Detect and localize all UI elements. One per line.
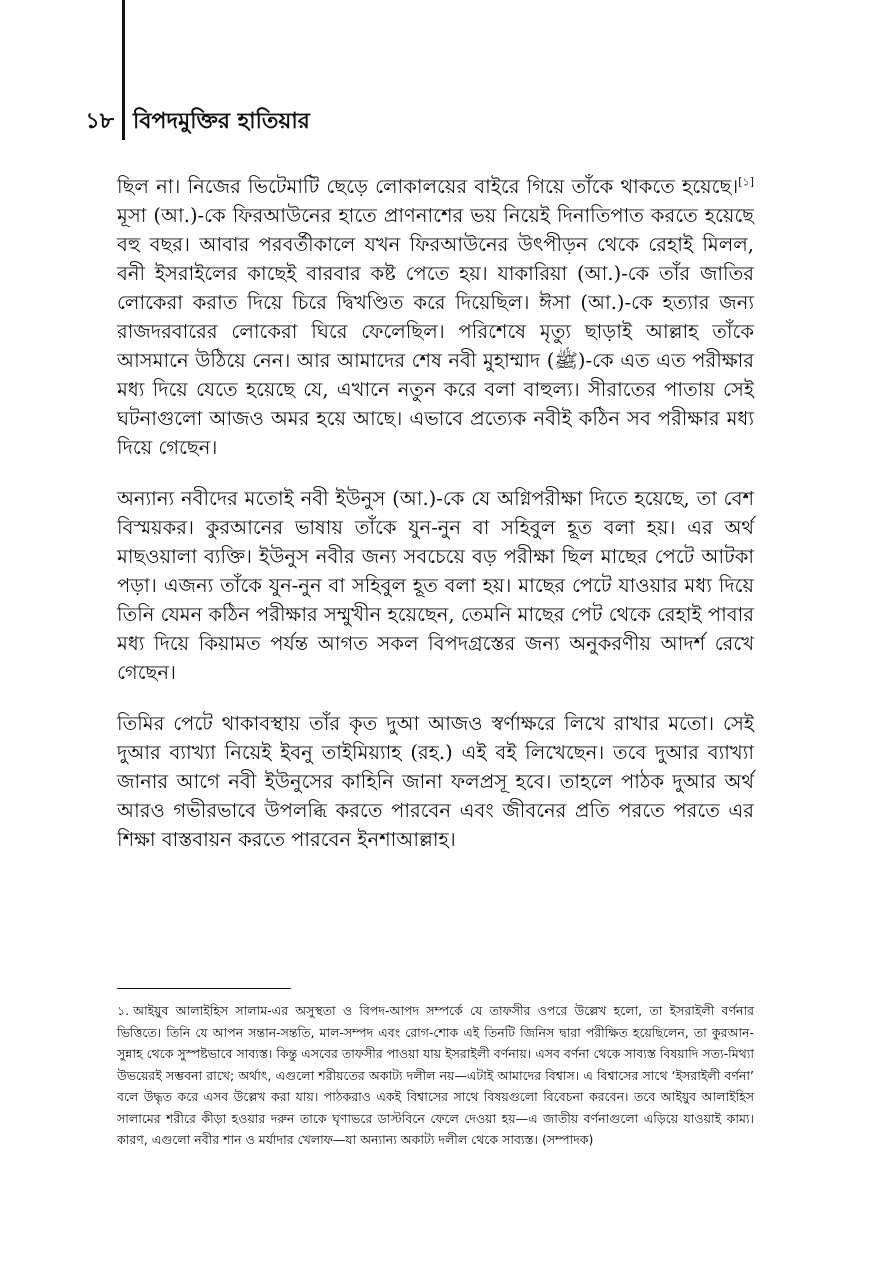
running-title: বিপদমুক্তির হাতিয়ার xyxy=(133,109,310,134)
footnote-reference[interactable]: [১] xyxy=(738,175,754,189)
body-text xyxy=(117,172,754,876)
paragraph-3: তিমির পেটে থাকাবস্থায় তাঁর কৃত দুআ আজও স্বর্ণাক্ষরে লিখে রাখার মতো। সেই দুআর ব্যাখ্যা নিয়েই ইবনু তাইমিয়্যাহ (রহ.) এই বই লিখেছেন। তবে দুআর ব্যাখ্যা জানার আগে নবী ইউনুসের কাহিনি জানা ফলপ্রসূ হবে। তাহলে পাঠক দুআর অর্থ আরও গভীরভাবে উপলব্ধি করতে পারবেন এবং জীবনের প্রতি পরতে পরতে এর শিক্ষা বাস্তবায়ন করতে পারবেন ইনশাআল্লাহ। xyxy=(117,712,754,851)
paragraph-1 xyxy=(117,172,754,462)
paragraph-1-text: ছিল না। নিজের ভিটেমাটি ছেড়ে লোকালয়ের বাইরে গিয়ে তাঁকে থাকতে হয়েছে। xyxy=(117,175,739,198)
paragraph-1-text-continued: মূসা (আ.)-কে ফিরআউনের হাতে প্রাণনাশের ভয় নিয়েই দিনাতিপাত করতে হয়েছে বহু বছর। আবার পরবর্তীকালে যখন ফিরআউনের উৎপীড়ন থেকে রেহাই মিলল, বনী ইসরাইলের কাছেই বারবার কষ্ট পেতে হয়। যাকারিয়া (আ.)-কে তাঁর জাতির লোকেরা করাত দিয়ে চিরে দ্বিখণ্ডিত করে দিয়েছিল। ঈসা (আ.)-কে হত্যার জন্য রাজদরবারের লোকেরা ঘিরে ফেলেছিল। পরিশেষে মৃত্যু ছাড়াই আল্লাহ তাঁকে আসমানে উঠিয়ে নেন। আর আমাদের শেষ নবী মুহাম্মাদ (ﷺ)-কে এত এত পরীক্ষার মধ্য দিয়ে যেতে হয়েছে যে, এখানে নতুন করে বলা বাহুল্য। সীরাতের পাতায় সেই ঘটনাগুলো আজও অমর হয়ে আছে। এভাবে প্রত্যেক নবীই কঠিন সব পরীক্ষার মধ্য দিয়ে গেছেন। xyxy=(117,204,755,459)
footnote-marker: ১. xyxy=(117,1003,130,1018)
page-number: ১৮ xyxy=(85,109,114,134)
header-vertical-rule xyxy=(122,0,125,140)
paragraph-2: অন্যান্য নবীদের মতোই নবী ইউনুস (আ.)-কে যে অগ্নিপরীক্ষা দিতে হয়েছে, তা বেশ বিস্ময়কর। কুরআনের ভাষায় তাঁকে যুন-নুন বা সহিবুল হূত বলা হয়। এর অর্থ মাছওয়ালা ব্যক্তি। ইউনুস নবীর জন্য সবচেয়ে বড় পরীক্ষা ছিল মাছের পেটে আটকা পড়া। এজন্য তাঁকে যুন-নুন বা সহিবুল হূত বলা হয়। মাছের পেটে যাওয়ার মধ্য দিয়ে তিনি যেমন কঠিন পরীক্ষার সম্মুখীন হয়েছেন, তেমনি মাছের পেট থেকে রেহাই পাবার মধ্য দিয়ে কিয়ামত পর্যন্ত আগত সকল বিপদগ্রস্তের জন্য অনুকরণীয় আদর্শ রেখে গেছেন। xyxy=(117,487,754,684)
footnote-separator xyxy=(117,988,291,989)
footnote-text: আইয়ুব আলাইহিস সালাম-এর অসুস্থতা ও বিপদ-আপদ সম্পর্কে যে তাফসীর ওপরে উল্লেখ হলো, তা ইসরাইলী বর্ণনার ভিত্তিতে। তিনি যে আপন সন্তান-সন্ততি, মাল-সম্পদ এবং রোগ-শোক এই তিনটি জিনিস দ্বারা পরীক্ষিত হয়েছিলেন, তা কুরআন-সুন্নাহ থেকে সুস্পষ্টভাবে সাব্যস্ত। কিন্তু এসবের তাফসীর পাওয়া যায় ইসরাইলী বর্ণনায়। এসব বর্ণনা থেকে সাব্যস্ত বিষয়াদি সত্য-মিথ্যা উভয়েরই সম্ভবনা রাখে; অর্থাৎ, এগুলো শরীয়তের অকাট্য দলীল নয়—এটাই আমাদের বিশ্বাস। এ বিশ্বাসের সাথে ‘ইসরাইলী বর্ণনা’ বলে উদ্ধৃত করে এসব উল্লেখ করা যায়। পাঠকরাও একই বিশ্বাসের সাথে বিষয়গুলো বিবেচনা করবেন। তবে আইয়ুব আলাইহিস সালামের শরীরে কীড়া হওয়ার দরুন তাকে ঘৃণাভরে ডাস্টবিনে ফেলে দেওয়া হয়—এ জাতীয় বর্ণনাগুলো এড়িয়ে যাওয়াই কাম্য। কারণ, এগুলো নবীর শান ও মর্যাদার খেলাফ—যা অন্যান্য অকাট্য দলীল থেকে সাব্যস্ত। (সম্পাদক) xyxy=(117,1003,754,1147)
footnote xyxy=(117,1000,754,1151)
